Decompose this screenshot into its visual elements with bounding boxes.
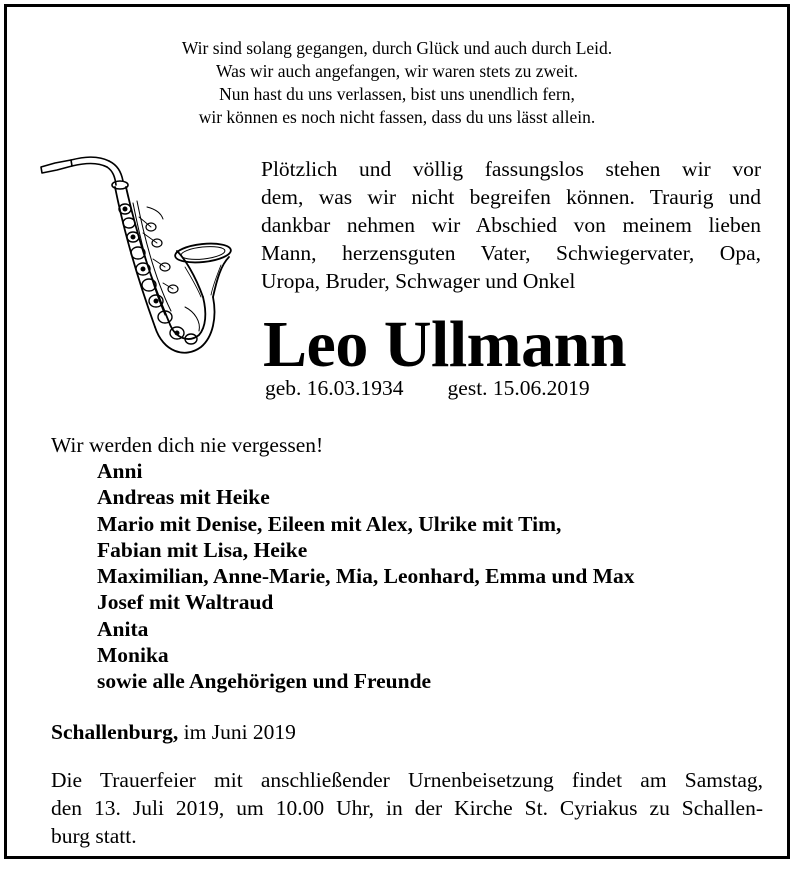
family-member: sowie alle Angehörigen und Freunde [97,669,432,694]
birth-date: geb. 16.03.1934 [265,376,404,400]
place-month: im Juni 2019 [183,720,296,744]
intro-line: Plötzlich und völlig fassungslos stehen wir vor [261,157,761,181]
family-member: Fabian mit Lisa, Heike [97,537,308,562]
life-dates [265,375,590,401]
deceased-name: Leo Ullmann [263,308,627,381]
poem-line: Was wir auch angefangen, wir waren stets zu zweit. [215,61,579,81]
poem-line: Nun hast du uns verlassen, bist uns unendlich fern, [219,84,575,104]
intro-line: dankbar nehmen wir Abschied von meinem lieben [261,213,761,237]
place-town: Schallenburg, [51,720,179,744]
family-member: Anita [97,616,149,641]
remember-line: Wir werden dich nie vergessen! [51,433,324,457]
intro-line: Uropa, Bruder, Schwager und Onkel [261,269,576,293]
poem [7,37,787,129]
ceremony-text [51,766,763,850]
poem-line: wir können es noch nicht fassen, dass du uns lässt allein. [198,107,596,127]
family-member: Anni [97,459,143,483]
intro-line: dem, was wir nicht begreifen können. Traurig und [261,185,761,209]
obituary-frame [4,4,790,859]
family-list [97,458,635,695]
saxophone-icon [35,147,240,372]
ceremony-line: Die Trauerfeier mit anschließender Urnenbeisetzung findet am Samstag, [51,768,763,792]
family-member: Monika [97,643,169,668]
family-member: Josef mit Waltraud [97,590,274,615]
ceremony-line: burg statt. [51,824,137,848]
intro-text [261,155,761,295]
place-date [51,719,296,745]
poem-line: Wir sind solang gegangen, durch Glück und auch durch Leid. [181,38,613,58]
death-date: gest. 15.06.2019 [447,376,590,400]
ceremony-line: den 13. Juli 2019, um 10.00 Uhr, in der Kirche St. Cyriakus zu Schallen- [51,796,763,820]
family-member: Andreas mit Heike [97,485,270,510]
family-member: Mario mit Denise, Eileen mit Alex, Ulrike mit Tim, [97,511,562,536]
intro-line: Mann, herzensguten Vater, Schwiegervater, Opa, [261,241,761,265]
family-member: Maximilian, Anne-Marie, Mia, Leonhard, Emma und Max [97,564,635,589]
